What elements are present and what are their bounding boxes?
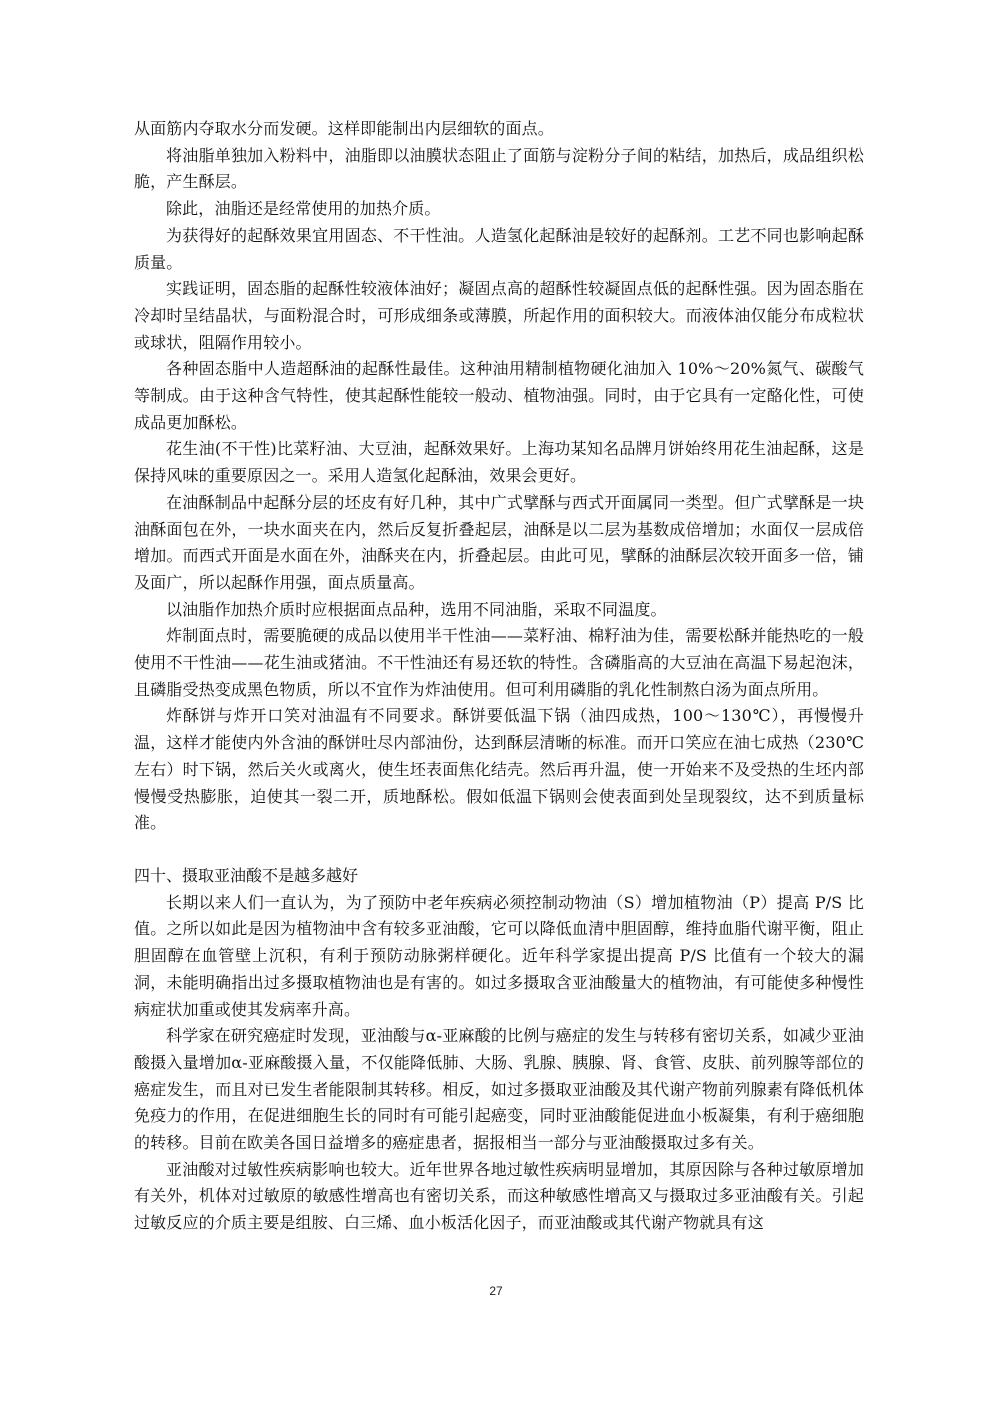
paragraph: 在油酥制品中起酥分层的坯皮有好几种，其中广式擘酥与西式开面属同一类型。但广式擘酥是一块油酥面包在外，一块水面夹在内，然后反复折叠起层，油酥是以二层为基数成倍增加；水面仅一层成倍增加。而西式开面是水面在外，油酥夹在内，折叠起层。由此可见，擘酥的油酥层次较开面多一倍，铺及面广，所以起酥作用强，面点质量高。: [134, 492, 864, 592]
paragraph: 除此，油脂还是经常使用的加热介质。: [166, 199, 441, 219]
paragraph: 亚油酸对过敏性疾病影响也较大。近年世界各地过敏性疾病明显增加，其原因除与各种过敏原增加有关外，机体对过敏原的敏感性增高也有密切关系，而这种敏感性增高又与摄取过多亚油酸有关。引起过敏反应的介质主要是组胺、白三烯、血小板活化因子，而亚油酸或其代谢产物就具有这: [134, 1159, 864, 1233]
section-heading: 四十、摄取亚油酸不是越多越好: [134, 865, 359, 885]
paragraph: 各种固态脂中人造超酥油的起酥性最佳。这种油用精制植物硬化油加入 10%～20%氮气、碳酸气等制成。由于这种含气特性，使其起酥性能较一般动、植物油强。同时，由于它具有一定酪化性，可使成品更加酥松。: [134, 359, 864, 432]
paragraph: 科学家在研究癌症时发现，亚油酸与α-亚麻酸的比例与癌症的发生与转移有密切关系，如减少亚油酸摄入量增加α-亚麻酸摄入量，不仅能降低肺、大肠、乳腺、胰腺、肾、食管、皮肤、前列腺等部位的癌症发生，而且对已发生者能限制其转移。相反，如过多摄取亚油酸及其代谢产物前列腺素有降低机体免疫力的作用，在促进细胞生长的同时有可能引起癌变，同时亚油酸能促进血小板凝集，有利于癌细胞的转移。目前在欧美各国日益增多的癌症患者，据报相当一部分与亚油酸摄取过多有关。: [134, 1026, 864, 1153]
body-text: [134, 116, 864, 1237]
page-number: 27: [489, 1284, 503, 1298]
paragraph: 实践证明，固态脂的起酥性较液体油好；凝固点高的超酥性较凝固点低的起酥性强。因为固态脂在冷却时呈结晶状，与面粉混合时，可形成细条或薄膜，所起作用的面积较大。而液体油仅能分布成粒状或球状，阻隔作用较小。: [134, 279, 864, 352]
paragraph: 以油脂作加热介质时应根据面点品种，选用不同油脂，采取不同温度。: [166, 599, 667, 619]
paragraph: 炸酥饼与炸开口笑对油温有不同要求。酥饼要低温下锅（油四成热，100～130℃），再慢慢升温，这样才能使内外含油的酥饼吐尽内部油份，达到酥层清晰的标准。而开口笑应在油七成热（230℃左右）时下锅，然后关火或离火，使生坯表面焦化结壳。然后再升温，使一开始来不及受热的生坯内部慢慢受热膨胀，迫使其一裂二开，质地酥松。假如低温下锅则会使表面到处呈现裂纹，达不到质量标准。: [134, 706, 864, 833]
section-spacer: [134, 837, 864, 863]
paragraph: 炸制面点时，需要脆硬的成品以使用半干性油——菜籽油、棉籽油为佳，需要松酥并能热吃的一般使用不干性油——花生油或猪油。不干性油还有易还软的特性。含磷脂高的大豆油在高温下易起泡沫，且磷脂受热变成黑色物质，所以不宜作为炸油使用。但可利用磷脂的乳化性制熬白汤为面点所用。: [134, 626, 864, 699]
paragraph: 将油脂单独加入粉料中，油脂即以油膜状态阻止了面筋与淀粉分子间的粘结，加热后，成品组织松脆，产生酥层。: [134, 145, 864, 192]
paragraph: 花生油(不干性)比菜籽油、大豆油，起酥效果好。上海功某知名品牌月饼始终用花生油起酥，这是保持风味的重要原因之一。采用人造氢化起酥油，效果会更好。: [134, 439, 864, 486]
paragraph: 长期以来人们一直认为，为了预防中老年疾病必须控制动物油（S）增加植物油（P）提高 P/S 比值。之所以如此是因为植物油中含有较多亚油酸，它可以降低血清中胆固醇，维持血脂代谢平衡，阻止胆固醇在血管壁上沉积，有利于预防动脉粥样硬化。近年科学家提出提高 P/S 比值有一个较大的漏洞，未能明确指出过多摄取植物油也是有害的。如过多摄取含亚油酸量大的植物油，有可能使多种慢性病症状加重或使其发病率升高。: [134, 892, 864, 1019]
paragraph: 为获得好的起酥效果宜用固态、不干性油。人造氢化起酥油是较好的起酥剂。工艺不同也影响起酥质量。: [134, 225, 864, 272]
paragraph: 从面筋内夺取水分而发硬。这样即能制出内层细软的面点。: [134, 119, 554, 138]
